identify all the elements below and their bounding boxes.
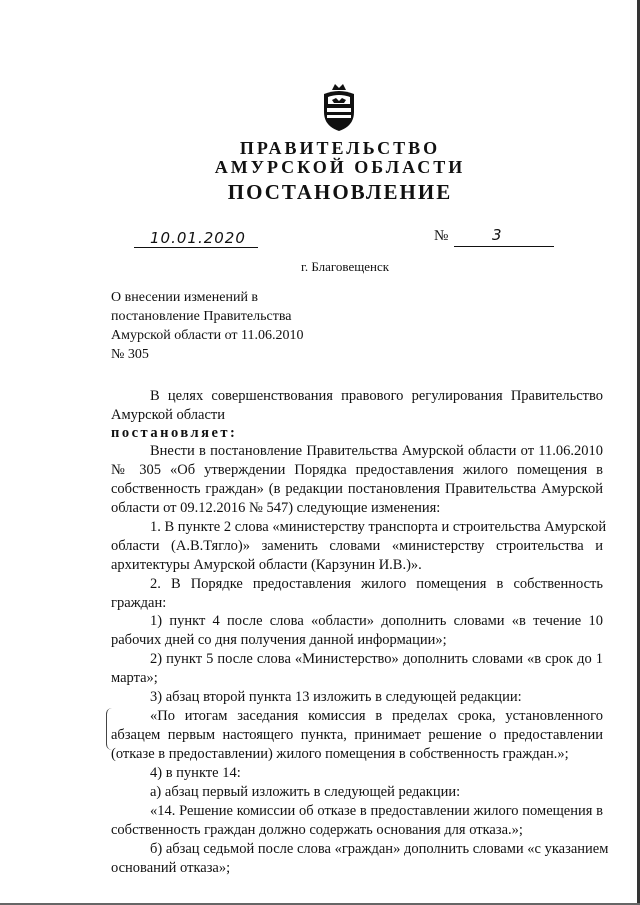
body-line: марта»; (111, 670, 158, 686)
number-label: № (434, 228, 449, 244)
margin-bracket (106, 708, 113, 750)
body-line: области (А.В.Тягло)» заменить словами «министерству строительства и (111, 538, 603, 554)
city: г. Благовещенск (301, 259, 390, 274)
subject-line: Амурской области от 11.06.2010 (111, 328, 304, 343)
body-line: Внести в постановление Правительства Амурской области от 11.06.2010 (150, 443, 603, 459)
body-line: области от 09.12.2016 № 547) следующие изменения: (111, 500, 441, 516)
body-line: б) абзац седьмой после слова «граждан» дополнить словами «с указанием (150, 841, 609, 857)
body-line: 1) пункт 4 после слова «области» дополнить словами «в течение 10 (150, 613, 603, 629)
body-line: рабочих дней со дня получения данной информации»; (111, 632, 447, 648)
body-line: В целях совершенствования правового регулирования Правительство (150, 388, 603, 404)
body-line: собственность граждан должно содержать основания для отказа.»; (111, 822, 523, 838)
body-line: граждан: (111, 595, 167, 611)
subject-line: № 305 (111, 347, 149, 362)
body-line: 4) в пункте 14: (150, 765, 241, 781)
body-line: 3) абзац второй пункта 13 изложить в следующей редакции: (150, 689, 522, 705)
body-line: архитектуры Амурской области (Карзунин И.В.)». (111, 557, 422, 573)
body-line: а) абзац первый изложить в следующей редакции: (150, 784, 461, 800)
document-number: 3 (492, 226, 502, 244)
body-line: (отказе в предоставлении) жилого помещения в собственность граждан.»; (111, 746, 569, 762)
body-line: «14. Решение комиссии об отказе в предоставлении жилого помещения в (150, 803, 603, 819)
coat-of-arms-icon (318, 82, 360, 132)
government-title: ПРАВИТЕЛЬСТВО (239, 138, 441, 158)
region-title: АМУРСКОЙ ОБЛАСТИ (214, 157, 466, 177)
body-line: 1. В пункте 2 слова «министерству транспорта и строительства Амурской (150, 519, 607, 535)
subject-line: О внесении изменений в (111, 290, 259, 305)
body-line: абзацем первым настоящего пункта, принимает решение о предоставлении (111, 727, 603, 743)
body-line: оснований отказа»; (111, 860, 231, 876)
subject-line: постановление Правительства (111, 309, 292, 324)
body-line: собственность граждан» (в редакции постановления Правительства Амурской (111, 481, 603, 497)
body-line: 2) пункт 5 после слова «Министерство» дополнить словами «в срок до 1 (150, 651, 603, 667)
document-date: 10.01.2020 (150, 229, 246, 247)
body-line: № 305 «Об утверждении Порядка предоставления жилого помещения в (111, 462, 603, 478)
body-line: «По итогам заседания комиссия в пределах срока, установленного (150, 708, 603, 724)
document-type: ПОСТАНОВЛЕНИЕ (227, 180, 453, 204)
date-underline (134, 247, 258, 248)
body-line: 2. В Порядке предоставления жилого помещения в собственность (150, 576, 603, 592)
number-underline (454, 246, 554, 247)
decree-word: постановляет: (111, 425, 238, 441)
body-line: Амурской области (111, 407, 225, 423)
